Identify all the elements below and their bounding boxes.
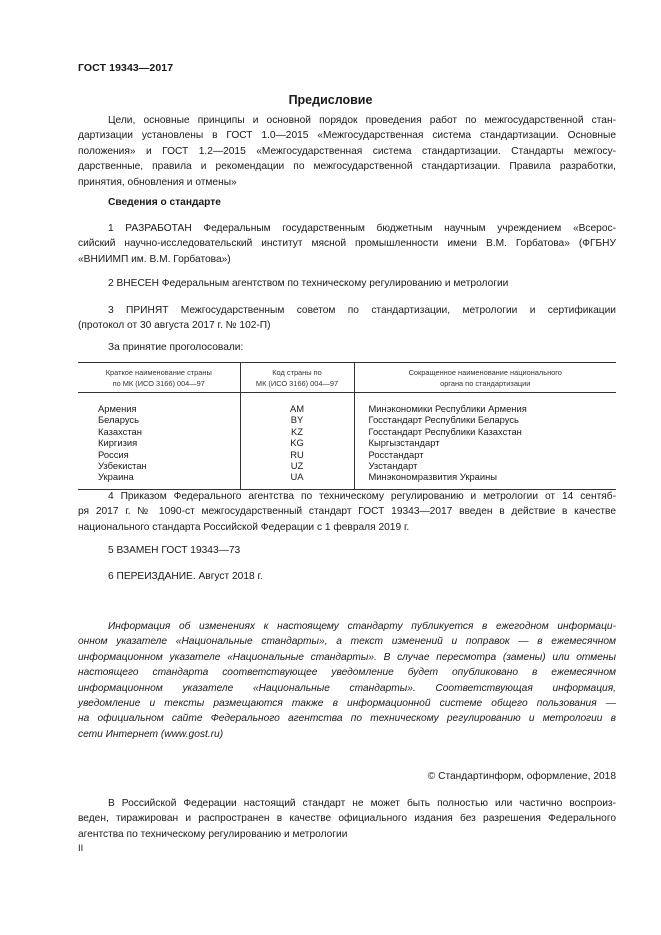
country-cell: Узбекистан	[98, 460, 147, 472]
table-row	[78, 449, 616, 460]
notice-line: на официальном сайте Федерального агентства по техническому регулированию и метрологии в	[78, 713, 616, 725]
country-cell: Украина	[78, 471, 240, 489]
item-2-line: 2 ВНЕСЕН Федеральным агентством по техническому регулированию и метрологии	[108, 278, 509, 289]
table-header-row	[78, 363, 616, 393]
column-header-code	[240, 363, 354, 393]
item-4-line: ря 2017 г. № 1090-ст межгосударственный стандарт ГОСТ 19343—2017 введен в действие в качестве	[78, 506, 616, 518]
notice-line: уведомление и тексты размещаются также в информационной системе общего пользования —	[78, 698, 616, 710]
column-header-line: МК (ИСО 3166) 004—97	[255, 379, 339, 388]
body-cell: Росстандарт	[354, 449, 616, 460]
code-cell: RU	[240, 449, 354, 460]
notice-paragraph	[78, 619, 616, 742]
item-1-paragraph	[78, 221, 616, 267]
code-cell: KG	[240, 437, 354, 448]
code-cell: AM	[240, 393, 354, 415]
intro-paragraph	[78, 113, 616, 190]
item-4-line: национального стандарта Российской Федерации с 1 февраля 2019 г.	[78, 521, 410, 533]
item-1-line: «ВНИИМП им. В.М. Горбатова»)	[78, 253, 231, 265]
country-cell: Армения	[98, 403, 137, 414]
info-heading: Сведения о стандарте	[108, 197, 221, 208]
item-4-line: 4 Приказом Федерального агентства по техническому регулированию и метрологии от 14 сентяб-	[108, 491, 616, 502]
column-header-line: Код страны по	[272, 368, 322, 377]
intro-line: дартизации установлены в ГОСТ 1.0—2015 «Межгосударственная система стандартизации. Основные	[78, 130, 616, 142]
item-3-paragraph	[78, 303, 616, 334]
body-cell: Минэкономразвития Украины	[354, 471, 616, 489]
table-row	[78, 393, 616, 415]
notice-line: настоящего стандарта соответствующее уведомление будет опубликовано в ежемесячном	[78, 667, 616, 679]
vote-label-paragraph	[78, 340, 616, 355]
body-cell: Госстандарт Республики Казахстан	[354, 426, 616, 437]
legal-line: веден, тиражирован и распространен в качестве официального издания без разрешения Федерального	[78, 813, 616, 825]
table-row	[78, 460, 616, 471]
intro-line: принятия, обновления и отмены»	[78, 176, 237, 188]
country-cell: Россия	[98, 448, 129, 460]
legal-paragraph	[78, 796, 616, 842]
notice-line: Информация об изменениях к настоящему стандарту публикуется в ежегодном информаци-	[108, 621, 616, 632]
copyright-note: © Стандартинформ, оформление, 2018	[427, 771, 616, 782]
column-header-line: органа по стандартизации	[440, 379, 531, 388]
table-row	[78, 426, 616, 437]
legal-line: агентства по техническому регулированию и метрологии	[78, 828, 348, 840]
vote-label: За принятие проголосовали:	[108, 342, 244, 353]
column-header-line: Краткое наименование страны	[105, 368, 212, 377]
column-header-line: по МК (ИСО 3166) 004—97	[112, 379, 205, 388]
country-cell: Казахстан	[98, 425, 142, 437]
intro-line: дарственные, правила и рекомендации по межгосударственной стандартизации. Правила разработки,	[78, 161, 616, 173]
table-row	[78, 437, 616, 448]
item-5-line: 5 ВЗАМЕН ГОСТ 19343—73	[108, 545, 241, 556]
notice-line: информационном указателе «Национальные стандарты». В случае пересмотра (замены) или отмены	[78, 651, 616, 663]
body-cell: Госстандарт Республики Беларусь	[354, 414, 616, 425]
item-3-line: 3 ПРИНЯТ Межгосударственным советом по стандартизации, метрологии и сертификации	[108, 305, 616, 316]
item-6-paragraph	[78, 569, 616, 584]
notice-line: информационном указателе «Национальные стандарты». Соответствующая информация,	[78, 682, 616, 694]
document-code-header: ГОСТ 19343—2017	[78, 62, 174, 74]
body-cell: Кыргызстандарт	[354, 437, 616, 448]
country-cell: Беларусь	[98, 414, 140, 426]
column-header-country	[78, 363, 240, 393]
column-header-body	[354, 363, 616, 393]
item-4-paragraph	[78, 489, 616, 535]
body-cell: Минэкономики Республики Армения	[354, 393, 616, 415]
code-cell: UA	[240, 471, 354, 489]
code-cell: UZ	[240, 460, 354, 471]
intro-line: положения» и ГОСТ 1.2—2015 «Межгосударственная система стандартизации. Стандарты межгосу-	[78, 145, 616, 157]
item-2-paragraph	[78, 276, 616, 291]
item-6-line: 6 ПЕРЕИЗДАНИЕ. Август 2018 г.	[108, 571, 263, 582]
intro-line: Цели, основные принципы и основной порядок проведения работ по межгосударственной стан-	[108, 115, 616, 126]
table-row	[78, 471, 616, 489]
body-cell: Узстандарт	[354, 460, 616, 471]
column-header-line: Сокращенное наименование национального	[408, 368, 562, 377]
table-row	[78, 414, 616, 425]
page-title: Предисловие	[288, 93, 373, 107]
item-5-paragraph	[78, 543, 616, 558]
page-number: II	[78, 843, 84, 854]
item-3-line: (протокол от 30 августа 2017 г. № 102-П)	[78, 320, 271, 332]
item-1-line: 1 РАЗРАБОТАН Федеральным государственным бюджетным научным учреждением «Всерос-	[108, 223, 616, 234]
notice-line: онном указателе «Национальные стандарты», а текст изменений и поправок — в ежемесячном	[78, 636, 616, 648]
notice-line: сети Интернет (www.gost.ru)	[78, 728, 224, 740]
country-cell: Киргизия	[98, 437, 138, 449]
item-1-line: сийский научно-исследовательский институт мясной промышленности имени В.М. Горбатова» (ФГБНУ	[78, 238, 616, 250]
voting-table	[78, 362, 616, 490]
code-cell: KZ	[240, 426, 354, 437]
legal-line: В Российской Федерации настоящий стандарт не может быть полностью или частично воспроиз-	[108, 798, 616, 809]
code-cell: BY	[240, 414, 354, 425]
